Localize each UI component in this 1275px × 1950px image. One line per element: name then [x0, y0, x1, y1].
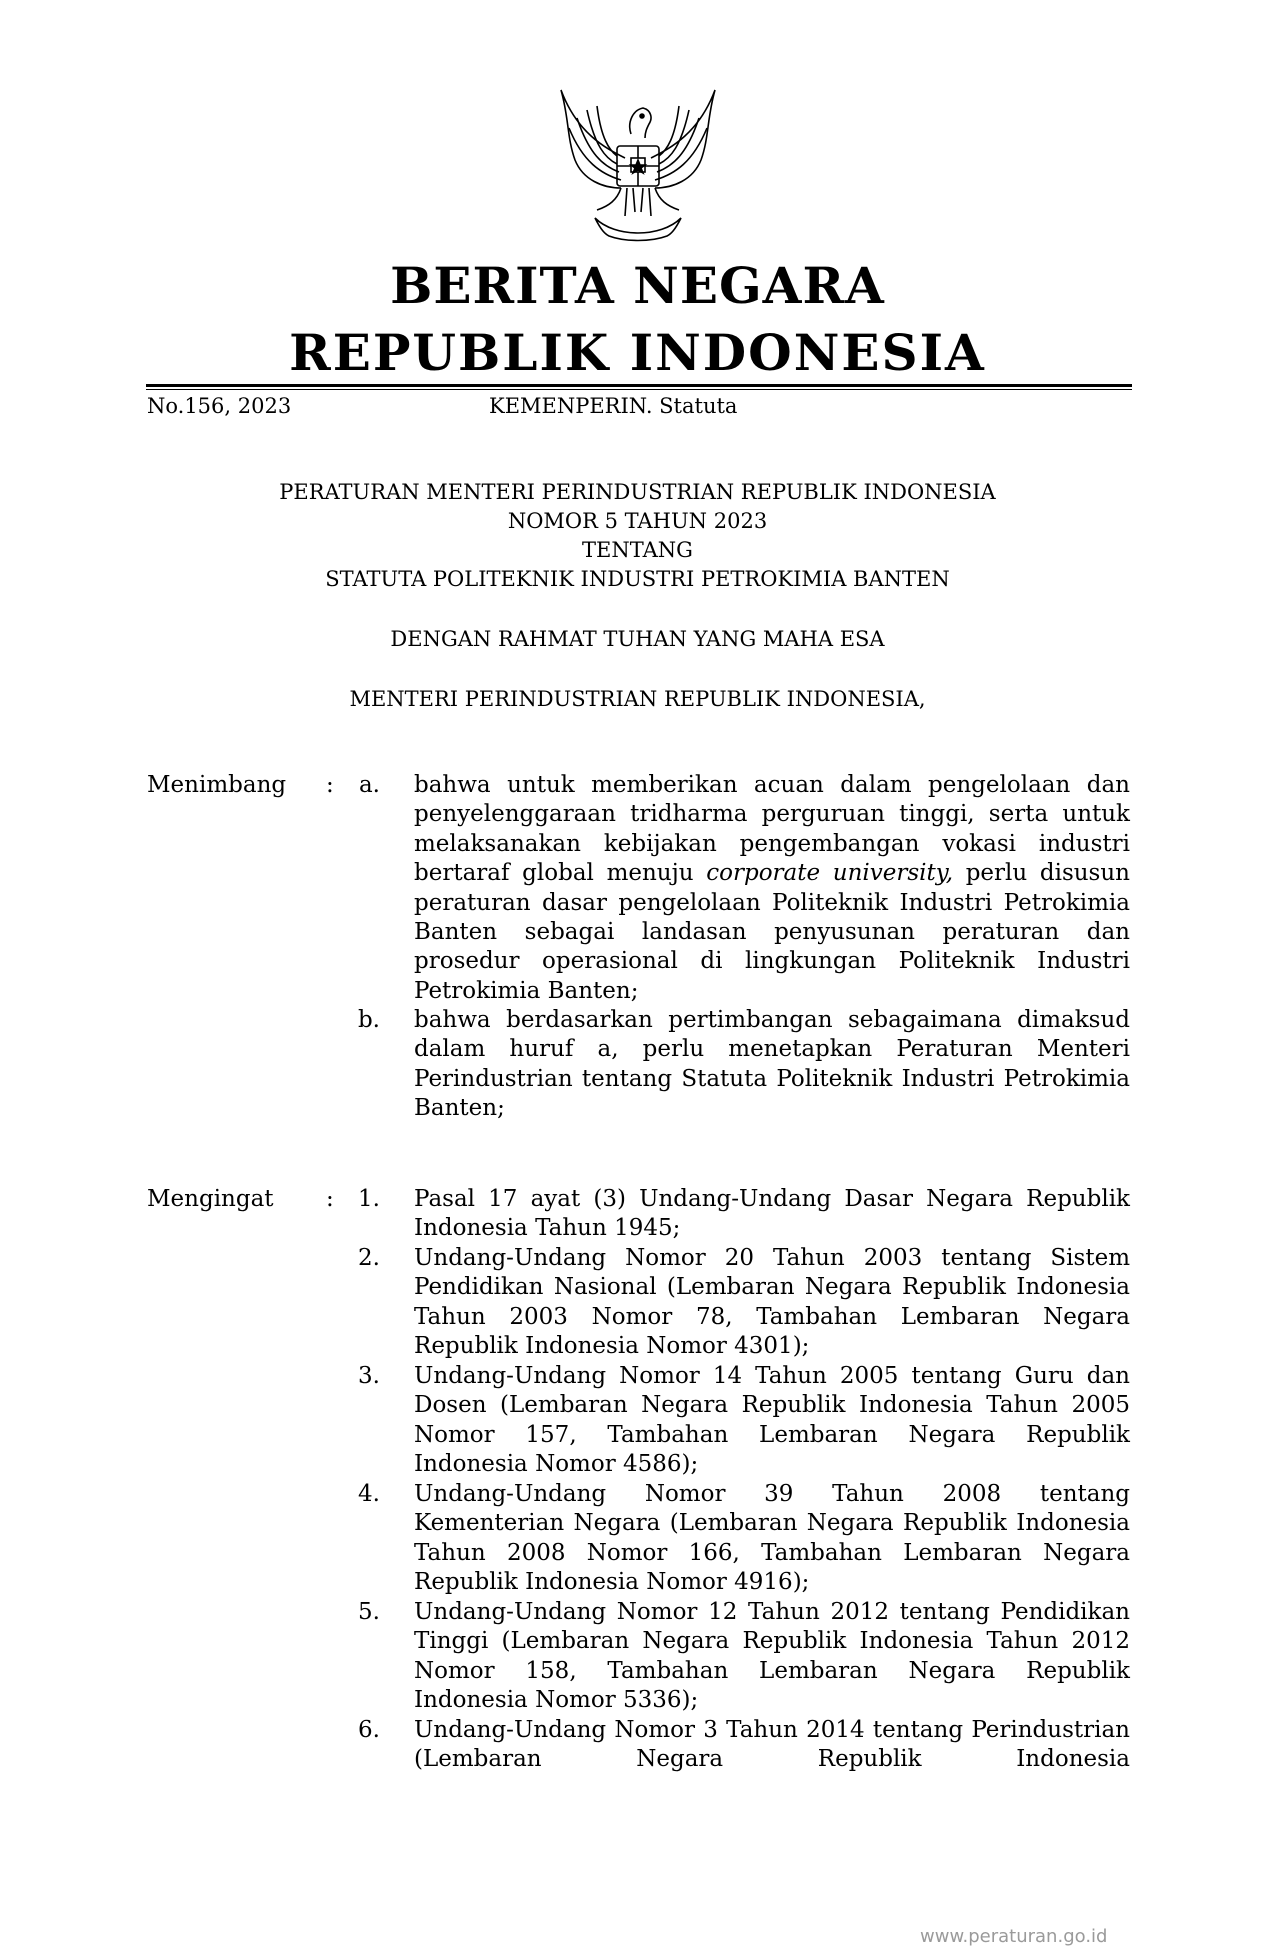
- gazette-category: KEMENPERIN. Statuta: [489, 394, 738, 418]
- gazette-title-line-1: BERITA NEGARA: [390, 256, 885, 315]
- mengingat-item-2-marker: 2.: [358, 1245, 380, 1271]
- source-url-link[interactable]: www.peraturan.go.id: [920, 1926, 1108, 1947]
- masthead-rule: [146, 384, 1132, 390]
- gazette-number: No.156, 2023: [147, 394, 292, 418]
- menimbang-item-a-marker: a.: [358, 772, 380, 798]
- mengingat-item-3: Undang-Undang Nomor 14 Tahun 2005 tentang Guru dan Dosen (Lembaran Negara Republik Indonesia Tahun 2005 Nomor 157, Tambahan Lembaran Negara Republik Indonesia Nomor 4586);: [414, 1363, 1130, 1478]
- mengingat-item-5: Undang-Undang Nomor 12 Tahun 2012 tentang Pendidikan Tinggi (Lembaran Negara Republik Indonesia Tahun 2012 Nomor 158, Tambahan Lembaran Negara Republik Indonesia Nomor 5336);: [414, 1599, 1130, 1714]
- menimbang-colon: :: [326, 772, 334, 798]
- regulation-title: PERATURAN MENTERI PERINDUSTRIAN REPUBLIK INDONESIA: [279, 480, 996, 504]
- mengingat-item-4: Undang-Undang Nomor 39 Tahun 2008 tentang Kementerian Negara (Lembaran Negara Republik Indonesia Tahun 2008 Nomor 166, Tambahan Lembaran Negara Republik Indonesia Nomor 4916);: [414, 1481, 1130, 1596]
- mengingat-item-6: Undang-Undang Nomor 3 Tahun 2014 tentang Perindustrian (Lembaran Negara Republik Indonesia: [414, 1717, 1130, 1773]
- regulation-number: NOMOR 5 TAHUN 2023: [507, 509, 768, 533]
- blessing-line: DENGAN RAHMAT TUHAN YANG MAHA ESA: [390, 627, 885, 651]
- menimbang-item-a-italic: corporate university,: [706, 860, 954, 887]
- mengingat-item-4-marker: 4.: [358, 1481, 380, 1507]
- mengingat-item-5-marker: 5.: [358, 1599, 380, 1625]
- menimbang-label: Menimbang: [147, 772, 287, 798]
- menimbang-item-b-marker: b.: [357, 1007, 380, 1033]
- regulation-subject: STATUTA POLITEKNIK INDUSTRI PETROKIMIA BANTEN: [325, 567, 950, 591]
- mengingat-item-1-marker: 1.: [358, 1186, 380, 1212]
- mengingat-item-1: Pasal 17 ayat (3) Undang-Undang Dasar Negara Republik Indonesia Tahun 1945;: [414, 1186, 1130, 1242]
- minister-line: MENTERI PERINDUSTRIAN REPUBLIK INDONESIA,: [349, 687, 926, 711]
- mengingat-item-2: Undang-Undang Nomor 20 Tahun 2003 tentang Sistem Pendidikan Nasional (Lembaran Negara Republik Indonesia Tahun 2003 Nomor 78, Tambahan Lembaran Negara Republik Indonesia Nomor 4301);: [414, 1245, 1130, 1360]
- mengingat-item-3-marker: 3.: [358, 1363, 380, 1389]
- gazette-title-line-2: REPUBLIK INDONESIA: [289, 323, 986, 382]
- garuda-emblem-icon: [555, 88, 721, 246]
- menimbang-item-a-text-2: perlu disusun peraturan dasar pengelolaan Politeknik Industri Petrokimia Banten sebagai landasan penyusunan peraturan dan prosedur operasional di lingkungan Politeknik Industri Petrokimia Banten;: [414, 860, 1130, 1004]
- regulation-about: TENTANG: [582, 538, 693, 562]
- menimbang-item-a-text-1: bahwa untuk memberikan acuan dalam pengelolaan dan penyelenggaraan tridharma perguruan tinggi, serta untuk melaksanakan kebijakan pengembangan vokasi industri bertaraf global menuju: [414, 772, 1130, 887]
- menimbang-item-b: bahwa berdasarkan pertimbangan sebagaimana dimaksud dalam huruf a, perlu menetapkan Peraturan Menteri Perindustrian tentang Statuta Politeknik Industri Petrokimia Banten;: [414, 1007, 1130, 1122]
- menimbang-item-a: [414, 771, 1130, 1006]
- mengingat-colon: :: [326, 1186, 334, 1212]
- mengingat-label: Mengingat: [147, 1186, 274, 1212]
- mengingat-item-6-marker: 6.: [358, 1717, 380, 1743]
